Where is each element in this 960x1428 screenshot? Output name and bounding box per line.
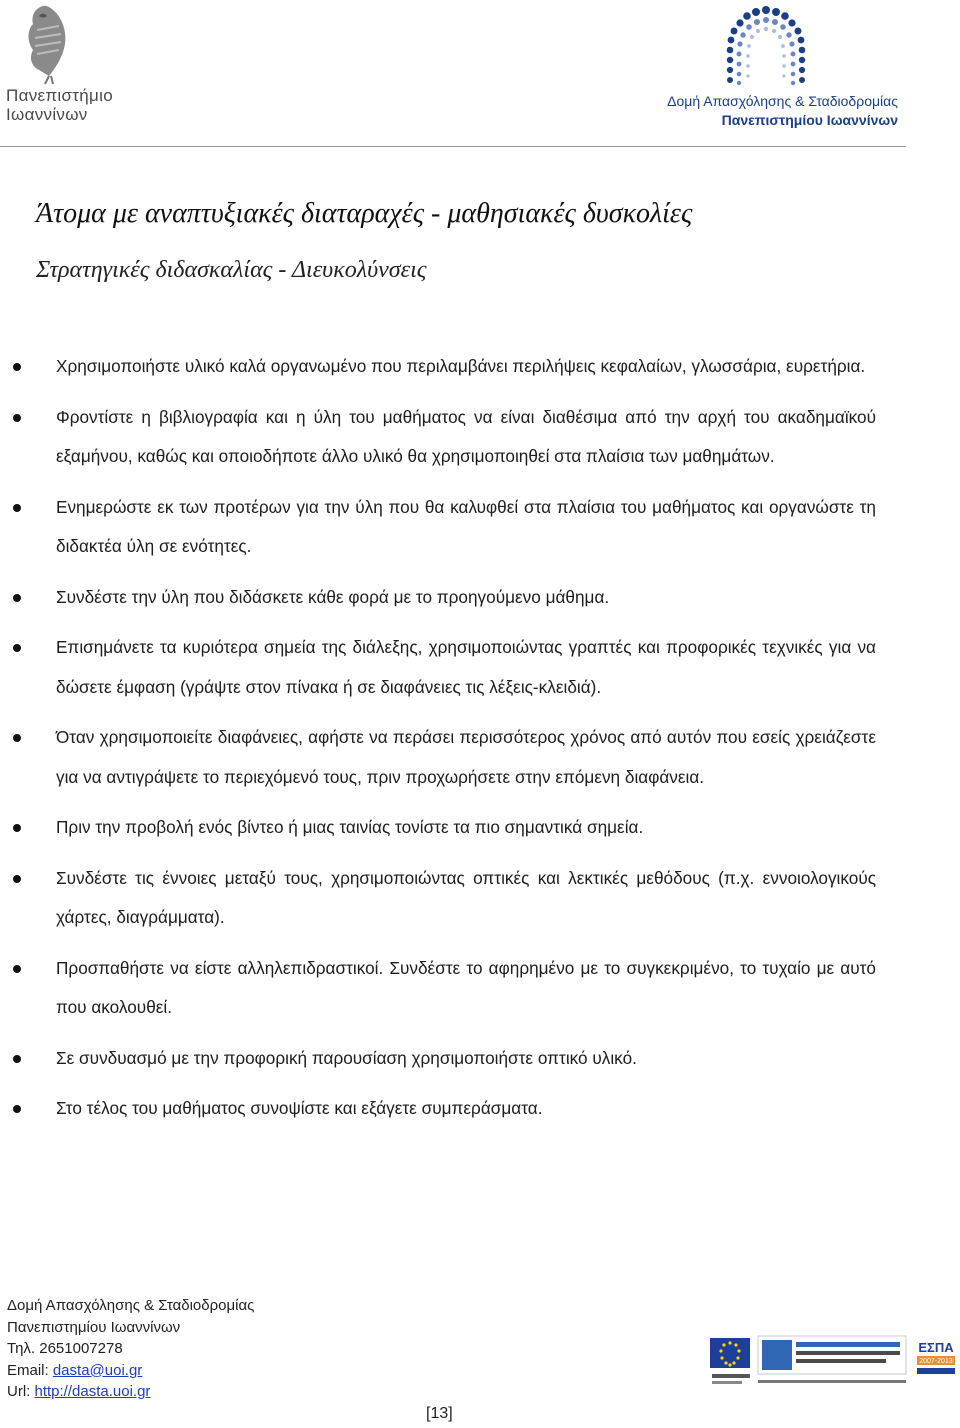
university-name xyxy=(6,86,113,124)
espa-logo-text: ΕΣΠΑ xyxy=(918,1340,954,1355)
university-name-line1: Πανεπιστήμιο xyxy=(6,86,113,105)
page-title: Άτομα με αναπτυξιακές διαταραχές - μαθησιακές δυσκολίες xyxy=(36,198,693,229)
dasta-office-line2: Πανεπιστημίου Ιωαννίνων xyxy=(721,112,898,128)
footer-office-line2: Πανεπιστημίου Ιωαννίνων xyxy=(7,1318,181,1336)
dasta-office-line1: Δομή Απασχόλησης & Σταδιοδρομίας xyxy=(667,93,898,109)
list-item: Χρησιμοποιήστε υλικό καλά οργανωμένο που περιλαμβάνει περιλήψεις κεφαλαίων, γλωσσάρια, ευρετήρια. xyxy=(56,347,876,387)
strategies-list xyxy=(56,347,876,1140)
page-number: [13] xyxy=(426,1405,453,1422)
list-item: Επισημάνετε τα κυριότερα σημεία της διάλεξης, χρησιμοποιώντας γραπτές και προφορικές τεχνικές για να δώσετε έμφαση (γράψτε στον πίνακα ή σε διαφάνειες τις λέξεις-κλειδιά). xyxy=(56,628,876,707)
espa-years: 2007-2013 xyxy=(919,1358,953,1365)
list-item: Όταν χρησιμοποιείτε διαφάνειες, αφήστε να περάσει περισσότερος χρόνος από αυτόν που εσείς χρειάζεστε για να αντιγράψετε το περιεχόμενό τους, πριν προχωρήσετε στην επόμενη διαφάνεια. xyxy=(56,718,876,797)
eu-funding-logos xyxy=(710,1330,960,1400)
footer-email-label: Email: xyxy=(7,1361,53,1379)
list-item: Φροντίστε η βιβλιογραφία και η ύλη του μαθήματος να είναι διαθέσιμα από την αρχή του ακαδημαϊκού εξαμήνου, καθώς και οποιοδήποτε άλλο υλικό θα χρησιμοποιηθεί στα πλαίσια των μαθημάτων. xyxy=(56,398,876,477)
university-name-line2: Ιωαννίνων xyxy=(6,105,88,124)
header-divider xyxy=(0,146,906,147)
page-subtitle: Στρατηγικές διδασκαλίας - Διευκολύνσεις xyxy=(36,257,427,283)
dasta-dotted-arch-logo xyxy=(722,4,810,90)
footer-contact xyxy=(7,1295,254,1403)
list-item: Συνδέστε την ύλη που διδάσκετε κάθε φορά με το προηγούμενο μάθημα. xyxy=(56,578,876,618)
list-item: Συνδέστε τις έννοιες μεταξύ τους, χρησιμοποιώντας οπτικές και λεκτικές μεθόδους (π.χ. εννοιολογικούς χάρτες, διαγράμματα). xyxy=(56,859,876,938)
list-item: Ενημερώστε εκ των προτέρων για την ύλη που θα καλυφθεί στα πλαίσια του μαθήματος και οργανώστε τη διδακτέα ύλη σε ενότητες. xyxy=(56,488,876,567)
footer-url-row xyxy=(7,1381,254,1403)
footer-url-label: Url: xyxy=(7,1383,35,1400)
list-item: Προσπαθήστε να είστε αλληλεπιδραστικοί. Συνδέστε το αφηρημένο με το συγκεκριμένο, το τυχαίο με αυτό που ακολουθεί. xyxy=(56,949,876,1028)
page-header xyxy=(0,0,960,150)
list-item: Σε συνδυασμό με την προφορική παρουσίαση χρησιμοποιήστε οπτικό υλικό. xyxy=(56,1039,876,1079)
footer-phone: Τηλ. 2651007278 xyxy=(7,1340,123,1357)
footer-office-line1: Δομή Απασχόλησης & Σταδιοδρομίας xyxy=(7,1297,255,1314)
dasta-office-name xyxy=(667,92,898,130)
list-item: Πριν την προβολή ενός βίντεο ή μιας ταινίας τονίστε τα πιο σημαντικά σημεία. xyxy=(56,808,876,848)
footer-email-row xyxy=(7,1360,254,1382)
footer-url-link[interactable]: http://dasta.uoi.gr xyxy=(34,1383,151,1400)
footer-email-link[interactable]: dasta@uoi.gr xyxy=(52,1361,143,1379)
list-item: Στο τέλος του μαθήματος συνοψίστε και εξάγετε συμπεράσματα. xyxy=(56,1089,876,1129)
